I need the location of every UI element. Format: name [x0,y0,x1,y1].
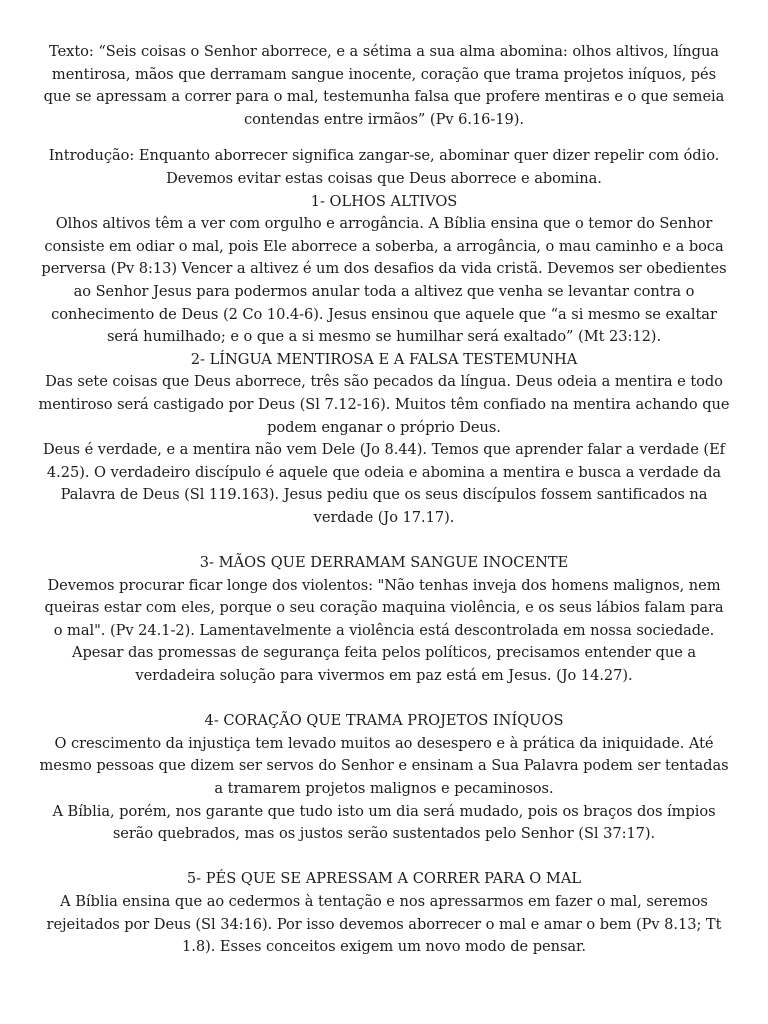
blank-line [38,529,730,552]
section-5-heading: 5- PÉS QUE SE APRESSAM A CORRER PARA O MAL [186,870,582,888]
section-4-body-1: O crescimento da injustiça tem levado muitos ao desespero e à prática da iniquidade. Até mesmo pessoas que dizem ser servos do Senhor e ensinam a Sua Palavra podem ser tentadas a tramarem projetos malignos e pecaminosos. [39,734,729,797]
section-4-heading: 4- CORAÇÃO QUE TRAMA PROJETOS INÍQUOS [204,712,564,730]
blank-line [38,846,730,869]
section-2-body-2: Deus é verdade, e a mentira não vem Dele (Jo 8.44). Temos que aprender falar a verdade (Ef 4.25). O verdadeiro discípulo é aquele que odeia e abomina a mentira e busca a verdade da Palavra de Deus (Sl 119.163). Jesus pediu que os seus discípulos fossem santificados na verdade (Jo 17.17). [42,441,726,526]
section-4-body-2: A Bíblia, porém, nos garante que tudo isto um dia será mudado, pois os braços dos ímpios serão quebrados, mas os justos serão sustentados pelo Senhor (Sl 37:17). [52,802,716,843]
section-2-body-1: Das sete coisas que Deus aborrece, três são pecados da língua. Deus odeia a mentira e todo mentiroso será castigado por Deus (Sl 7.12-16). Muitos têm confiado na mentira achando que podem enganar o próprio Deus. [38,373,730,436]
section-2-heading: 2- LÍNGUA MENTIROSA E A FALSA TESTEMUNHA [190,350,578,368]
blank-line [38,688,730,711]
intro-paragraph: Introdução: Enquanto aborrecer significa zangar-se, abominar quer dizer repelir com ódio. Devemos evitar estas coisas que Deus aborrece e abomina. [48,147,720,187]
text-paragraph: Texto: “Seis coisas o Senhor aborrece, e a sétima a sua alma abomina: olhos altivos, língua mentirosa, mãos que derramam sangue inocente, coração que trama projetos iníquos, pés que se apressam a correr para o mal, testemunha falsa que profere mentiras e o que semeia contendas entre irmãos” (Pv 6.16-19). [43,43,725,128]
section-1-body: Olhos altivos têm a ver com orgulho e arrogância. A Bíblia ensina que o temor do Senhor consiste em odiar o mal, pois Ele aborrece a soberba, a arrogância, o mau caminho e a boca perversa (Pv 8:13) Vencer a altivez é um dos desafios da vida cristã. Devemos ser obedientes ao Senhor Jesus para podermos anular toda a altivez que venha se levantar contra o conhecimento de Deus (2 Co 10.4-6). Jesus ensinou que aquele que “a si mesmo se exaltar será humilhado; e o que a si mesmo se humilhar será exaltado” (Mt 23:12). [41,215,727,346]
section-1-heading: 1- OLHOS ALTIVOS [310,192,458,210]
section-5-body: A Bíblia ensina que ao cedermos à tentação e nos apressarmos em fazer o mal, seremos rejeitados por Deus (Sl 34:16). Por isso devemos aborrecer o mal e amar o bem (Pv 8.13; Tt 1.8). Esses conceitos exigem um novo modo de pensar. [46,892,722,956]
section-3-body: Devemos procurar ficar longe dos violentos: "Não tenhas inveja dos homens malignos, nem queiras estar com eles, porque o seu coração maquina violência, e os seus lábios falam para o mal". (Pv 24.1-2). Lamentavelmente a violência está descontrolada em nossa sociedade. Apesar das promessas de segurança feita pelos políticos, precisamos entender que a verdadeira solução para vivermos em paz está em Jesus. (Jo 14.27). [44,576,724,685]
section-3-heading: 3- MÃOS QUE DERRAMAM SANGUE INOCENTE [199,554,569,572]
